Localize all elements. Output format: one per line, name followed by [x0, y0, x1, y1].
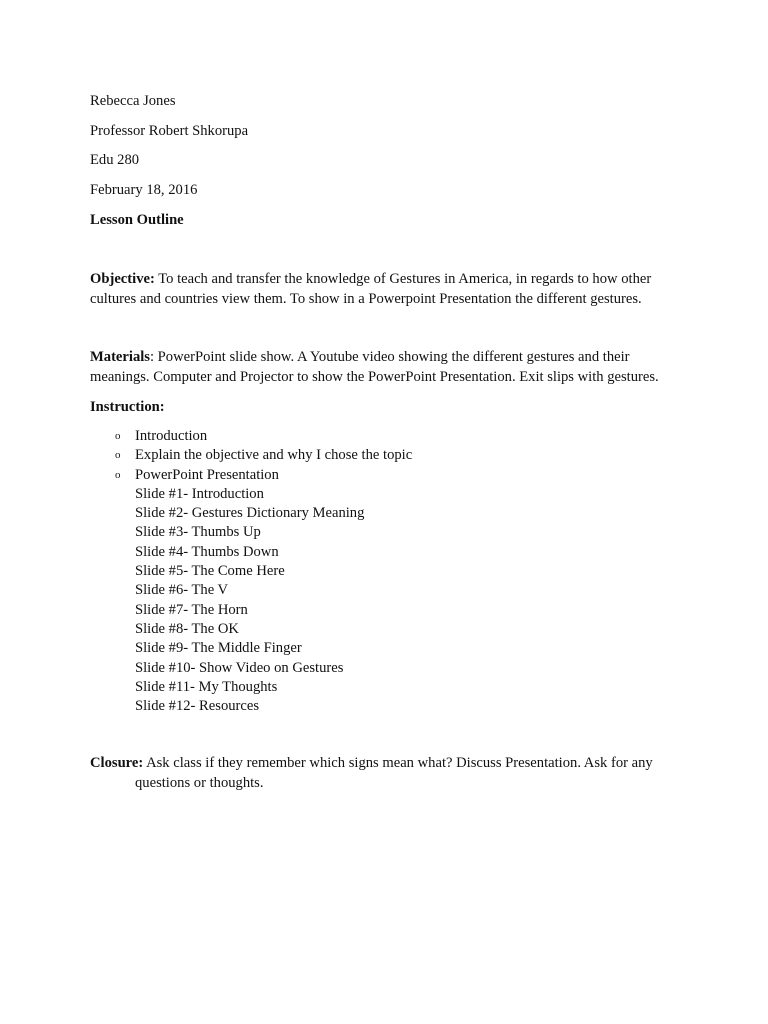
slide-item: Slide #1- Introduction [135, 485, 264, 502]
bullet-icon: o [115, 468, 121, 481]
slide-item: Slide #12- Resources [135, 698, 260, 715]
slide-item: Slide #2- Gestures Dictionary Meaning [135, 505, 365, 522]
document-title: Lesson Outline [90, 212, 184, 228]
instruction-list [90, 427, 690, 716]
slide-item: Slide #9- The Middle Finger [135, 640, 302, 657]
objective-text-line2: cultures and countries view them. To show in a Powerpoint Presentation the different gestures. [90, 290, 642, 307]
list-item-text: Explain the objective and why I chose the topic [135, 447, 413, 464]
list-item-text: PowerPoint Presentation [135, 466, 279, 483]
professor-name: Professor Robert Shkorupa [90, 123, 249, 139]
closure-section [90, 754, 690, 793]
slide-item: Slide #3- Thumbs Up [135, 524, 261, 541]
closure-text-line1: Ask class if they remember which signs mean what? Discuss Presentation. Ask for any [143, 755, 653, 771]
list-item [90, 466, 690, 717]
slide-item: Slide #11- My Thoughts [135, 678, 278, 695]
materials-text-line1: : PowerPoint slide show. A Youtube video showing the different gestures and their [149, 349, 630, 365]
materials-text-line2: meanings. Computer and Projector to show the PowerPoint Presentation. Exit slips with gestures. [90, 368, 659, 385]
slide-item: Slide #5- The Come Here [135, 563, 285, 580]
slide-item: Slide #4- Thumbs Down [135, 543, 279, 560]
slide-item: Slide #7- The Horn [135, 601, 248, 618]
author-name: Rebecca Jones [90, 93, 176, 109]
document-date: February 18, 2016 [90, 182, 198, 198]
objective-label: Objective: [90, 271, 155, 287]
closure-text-line2: questions or thoughts. [135, 774, 264, 791]
instruction-label: Instruction: [90, 399, 165, 415]
slide-item: Slide #10- Show Video on Gestures [135, 659, 344, 676]
course-code: Edu 280 [90, 152, 140, 168]
slide-item: Slide #6- The V [135, 582, 229, 599]
materials-label: Materials [90, 349, 150, 365]
closure-label: Closure: [90, 755, 144, 771]
list-item-text: Introduction [135, 428, 208, 444]
bullet-icon: o [115, 449, 121, 462]
materials-section [90, 348, 690, 387]
slide-item: Slide #8- The OK [135, 620, 239, 637]
slide-list [135, 485, 690, 717]
objective-section [90, 270, 690, 309]
bullet-icon: o [115, 430, 121, 442]
list-item [90, 427, 690, 446]
objective-text-line1: To teach and transfer the knowledge of Gestures in America, in regards to how other [154, 271, 652, 287]
list-item [90, 446, 690, 465]
